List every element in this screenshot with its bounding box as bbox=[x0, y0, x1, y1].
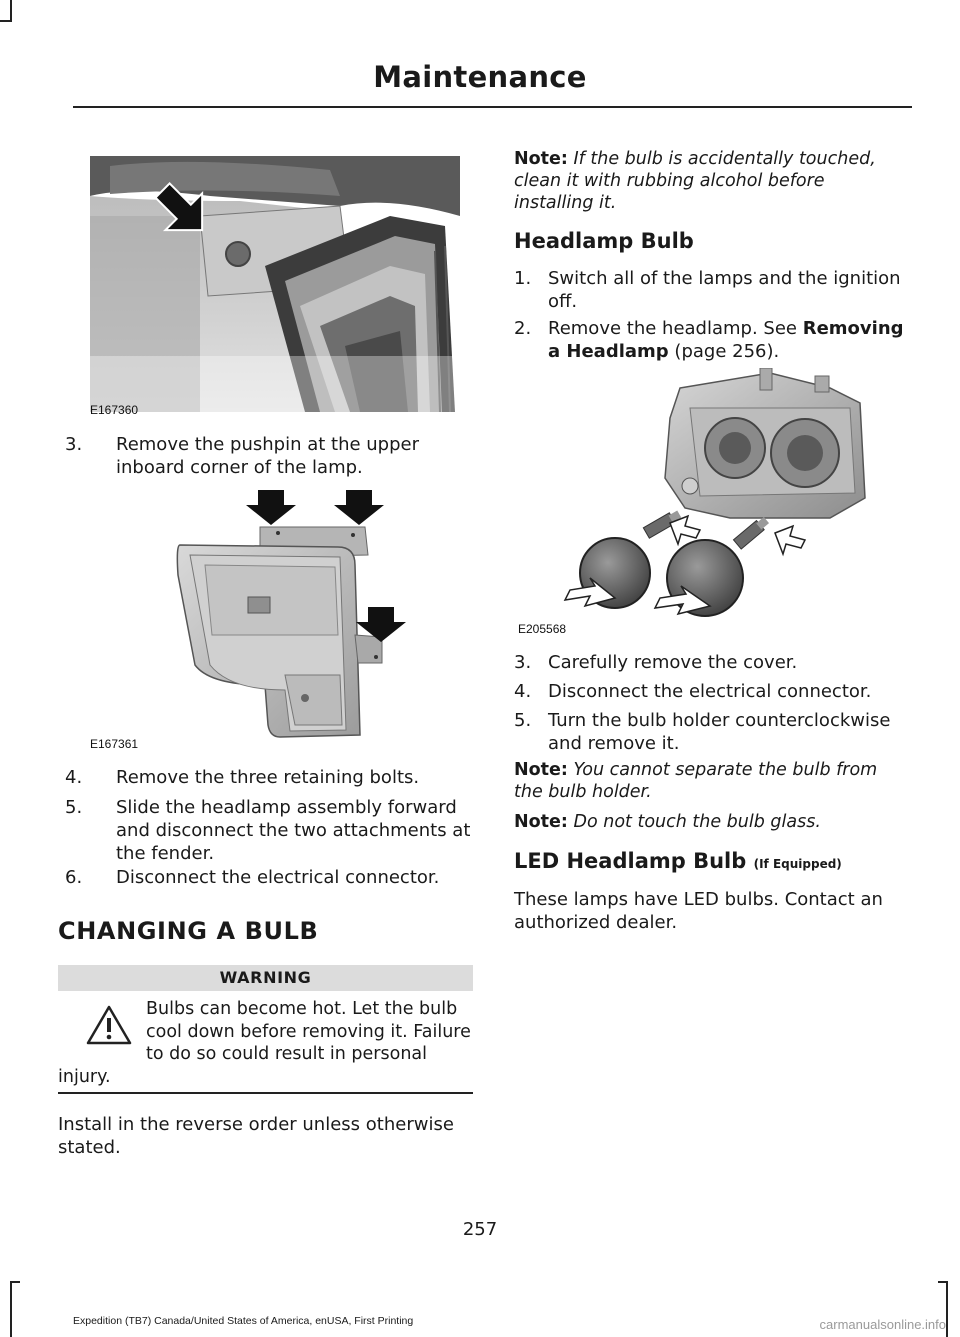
step-5-left bbox=[65, 796, 475, 865]
step-text: Carefully remove the cover. bbox=[548, 652, 798, 673]
step-text: Remove the headlamp. See bbox=[548, 318, 797, 339]
note-bulb-glass bbox=[514, 811, 904, 833]
step-6-left bbox=[65, 866, 465, 889]
warning-header: WARNING bbox=[58, 965, 473, 991]
step-number: 3. bbox=[514, 652, 532, 673]
crop-mark-top-left-h bbox=[0, 20, 12, 22]
page-number: 257 bbox=[462, 1219, 498, 1240]
step-number: 3. bbox=[65, 434, 83, 455]
note-text: You cannot separate the bulb from the bulb holder. bbox=[514, 760, 878, 802]
watermark: carmanualsonline.info bbox=[819, 1317, 946, 1332]
footer-text: Expedition (TB7) Canada/United States of America, enUSA, First Printing bbox=[73, 1315, 414, 1327]
step-number: 5. bbox=[65, 797, 83, 818]
note-separate-bulb bbox=[514, 759, 904, 803]
note-text: Do not touch the bulb glass. bbox=[573, 812, 821, 832]
step-number: 2. bbox=[514, 318, 532, 339]
figure-headlamp-bolts bbox=[150, 485, 415, 750]
warning-triangle-icon bbox=[86, 1004, 132, 1046]
step-number: 6. bbox=[65, 867, 83, 888]
warning-body: Bulbs can become hot. Let the bulb cool down before removing it. Failure to do so could result in personal injury. bbox=[58, 999, 471, 1087]
removing-headlamp-link[interactable]: Removing a Headlamp bbox=[548, 318, 904, 362]
note-bulb-touched bbox=[514, 148, 904, 214]
step-text: Slide the headlamp assembly forward and disconnect the two attachments at the fender. bbox=[116, 797, 471, 864]
note-text: If the bulb is accidentally touched, clean it with rubbing alcohol before installing it. bbox=[514, 149, 876, 213]
install-text: Install in the reverse order unless otherwise stated. bbox=[58, 1114, 454, 1158]
warning-text bbox=[58, 998, 473, 1088]
if-equipped-tag: (If Equipped) bbox=[753, 857, 842, 871]
led-text: These lamps have LED bulbs. Contact an authorized dealer. bbox=[514, 889, 883, 933]
note-label: Note: bbox=[514, 760, 568, 780]
step-4-left bbox=[65, 766, 465, 789]
note-label: Note: bbox=[514, 149, 568, 169]
step-number: 4. bbox=[514, 681, 532, 702]
section-title: CHANGING A BULB bbox=[58, 917, 319, 945]
figure-code: E205568 bbox=[518, 622, 567, 636]
step-4-right bbox=[514, 680, 912, 703]
figure-code: E167360 bbox=[90, 403, 139, 417]
figure-code: E167361 bbox=[90, 737, 139, 751]
step-number: 5. bbox=[514, 710, 532, 731]
led-heading-text: LED Headlamp Bulb bbox=[514, 849, 747, 873]
step-1-right bbox=[514, 267, 912, 313]
crop-mark-bottom-left-h bbox=[10, 1281, 20, 1283]
step-3-left bbox=[65, 433, 465, 479]
crop-mark-top-left-v bbox=[10, 0, 12, 22]
page-reference: (page 256). bbox=[674, 341, 780, 362]
note-label: Note: bbox=[514, 812, 568, 832]
crop-mark-bottom-right-v bbox=[946, 1281, 948, 1337]
warning-rule bbox=[58, 1092, 473, 1094]
step-text: Disconnect the electrical connector. bbox=[548, 681, 872, 702]
step-text: Remove the pushpin at the upper inboard corner of the lamp. bbox=[116, 434, 420, 478]
step-text: Remove the three retaining bolts. bbox=[116, 767, 420, 788]
figure-headlamp-bulbs bbox=[560, 368, 890, 626]
figure-headlamp-housing bbox=[90, 156, 460, 412]
step-number: 4. bbox=[65, 767, 83, 788]
crop-mark-bottom-left-v bbox=[10, 1281, 12, 1337]
step-3-right bbox=[514, 651, 912, 674]
step-text: Disconnect the electrical connector. bbox=[116, 867, 440, 888]
header-rule bbox=[73, 106, 912, 108]
step-text: Turn the bulb holder counterclockwise and remove it. bbox=[548, 710, 891, 754]
crop-mark-bottom-right-h bbox=[938, 1281, 948, 1283]
page-title: Maintenance bbox=[373, 60, 587, 94]
led-headlamp-heading bbox=[514, 849, 842, 873]
step-5-right bbox=[514, 709, 912, 755]
step-text: Switch all of the lamps and the ignition off. bbox=[548, 268, 901, 312]
step-number: 1. bbox=[514, 268, 532, 289]
headlamp-bulb-heading: Headlamp Bulb bbox=[514, 229, 694, 253]
step-2-right bbox=[514, 317, 912, 363]
